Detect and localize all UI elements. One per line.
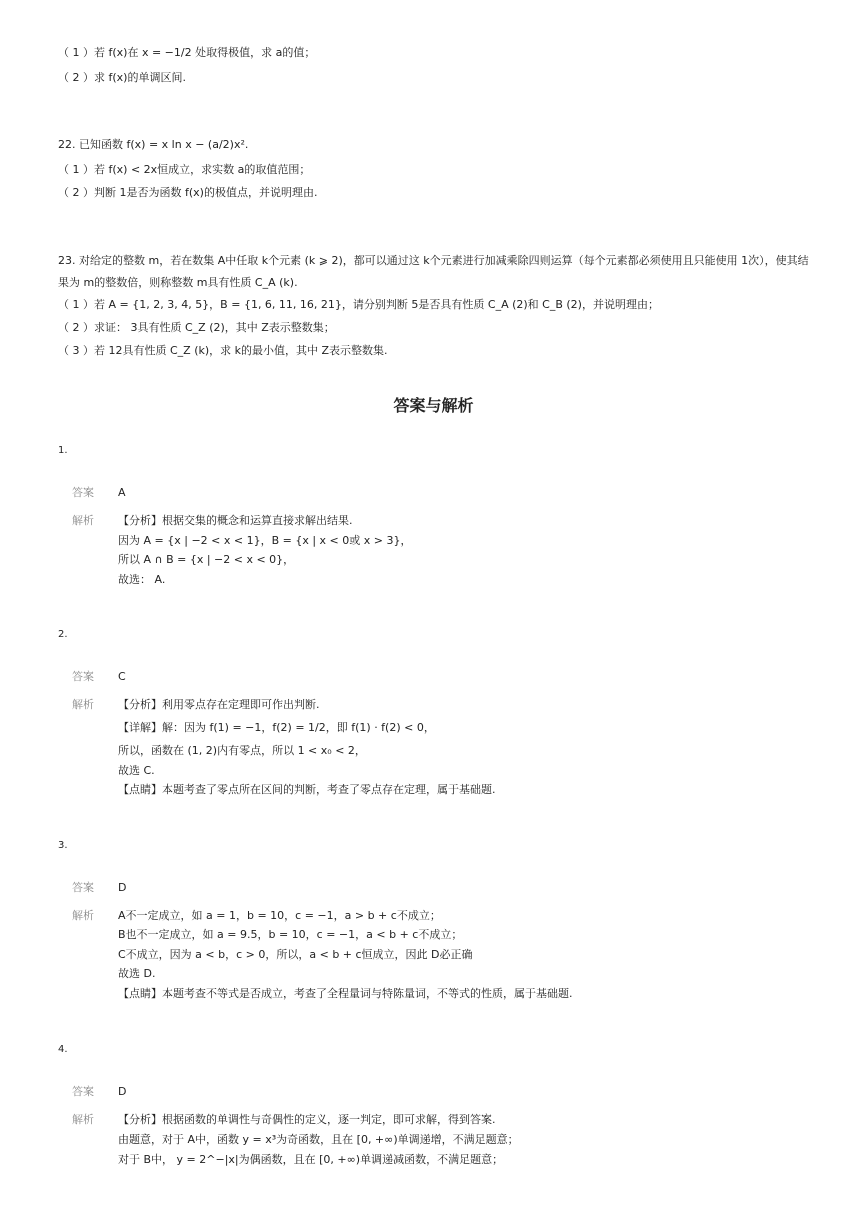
q23-part2: （ 2 ）求证： 3具有性质 C_Z (2)，其中 Z表示整数集； [58,321,335,334]
q21-part2: （ 2 ）求 f(x)的单调区间. [58,71,186,84]
section-title: 答案与解析 [393,396,474,415]
answer-1-line: 【分析】根据交集的概念和运算直接求解出结果. [118,514,353,527]
answer-2-analysis-label: 解析 [72,698,94,711]
q23-part1: （ 1 ）若 A = {1, 2, 3, 4, 5}，B = {1, 6, 11, 16, 21}，请分别判断 5是否具有性质 C_A (2)和 C_B (2)，并说明理由； [58,298,659,311]
answer-3-line: B也不一定成立，如 a = 9.5，b = 10，c = −1，a < b + c不成立； [118,928,463,941]
answer-2-answer-label: 答案 [72,670,94,683]
answer-2-line: 【详解】解：因为 f(1) = −1，f(2) = 1/2，即 f(1) · f(2) < 0， [118,721,435,734]
answer-3-line: 【点睛】本题考查不等式是否成立，考查了全程量词与特陈量词，不等式的性质，属于基础题. [118,987,573,1000]
answer-3-answer-value: D [118,881,127,894]
answer-2-line: 【点睛】本题考查了零点所在区间的判断，考查了零点存在定理，属于基础题. [118,783,496,796]
answer-2-answer-value: C [118,670,126,683]
answer-3-answer-label: 答案 [72,881,94,894]
answer-4-analysis-label: 解析 [72,1113,94,1126]
q22-part2: （ 2 ）判断 1是否为函数 f(x)的极值点，并说明理由. [58,186,318,199]
answer-2-number: 2. [58,629,68,640]
answer-3-line: A不一定成立，如 a = 1，b = 10，c = −1，a > b + c不成立； [118,909,441,922]
answer-4-line: 由题意，对于 A中，函数 y = x³为奇函数，且在 [0, +∞)单调递增，不满足题意； [118,1133,519,1146]
answer-4-line: 对于 B中， y = 2^−|x|为偶函数，且在 [0, +∞)单调递减函数，不满足题意； [118,1153,504,1166]
q22-part1: （ 1 ）若 f(x) < 2x恒成立，求实数 a的取值范围； [58,163,311,176]
answer-4-answer-label: 答案 [72,1085,94,1098]
answer-1-number: 1. [58,445,68,456]
answer-1-answer-value: A [118,486,126,499]
answer-1-answer-label: 答案 [72,486,94,499]
answer-3-number: 3. [58,840,68,851]
answer-1-line: 所以 A ∩ B = {x | −2 < x < 0}， [118,553,295,566]
q21-part1: （ 1 ）若 f(x)在 x = −1/2 处取得极值，求 a的值； [58,46,316,59]
q23-stem: 23. 对给定的整数 m，若在数集 A中任取 k个元素 (k ⩾ 2)，都可以通过这 k个元素进行加减乘除四则运算（每个元素都必须使用且只能使用 1次），使其结果为 m的整数倍，则称整数 m具有性质 C_A (k). [58,254,809,289]
answer-2-line: 故选 C. [118,764,155,777]
answer-1-line: 因为 A = {x | −2 < x < 1}，B = {x | x < 0或 x > 3}， [118,534,412,547]
q22-stem: 22. 已知函数 f(x) = x ln x − (a/2)x². [58,138,249,151]
answer-4-answer-value: D [118,1085,127,1098]
answer-2-line: 【分析】利用零点存在定理即可作出判断. [118,698,320,711]
answer-4-line: 【分析】根据函数的单调性与奇偶性的定义，逐一判定，即可求解，得到答案. [118,1113,496,1126]
answer-3-line: 故选 D. [118,967,156,980]
answer-1-analysis-label: 解析 [72,514,94,527]
answer-3-line: C不成立，因为 a < b，c > 0，所以，a < b + c恒成立，因此 D必正确 [118,948,473,961]
answer-2-line: 所以，函数在 (1, 2)内有零点，所以 1 < x₀ < 2， [118,744,366,757]
answer-1-line: 故选： A. [118,573,166,586]
answer-3-analysis-label: 解析 [72,909,94,922]
answer-4-number: 4. [58,1044,68,1055]
q23-part3: （ 3 ）若 12具有性质 C_Z (k)，求 k的最小值，其中 Z表示整数集. [58,344,388,357]
